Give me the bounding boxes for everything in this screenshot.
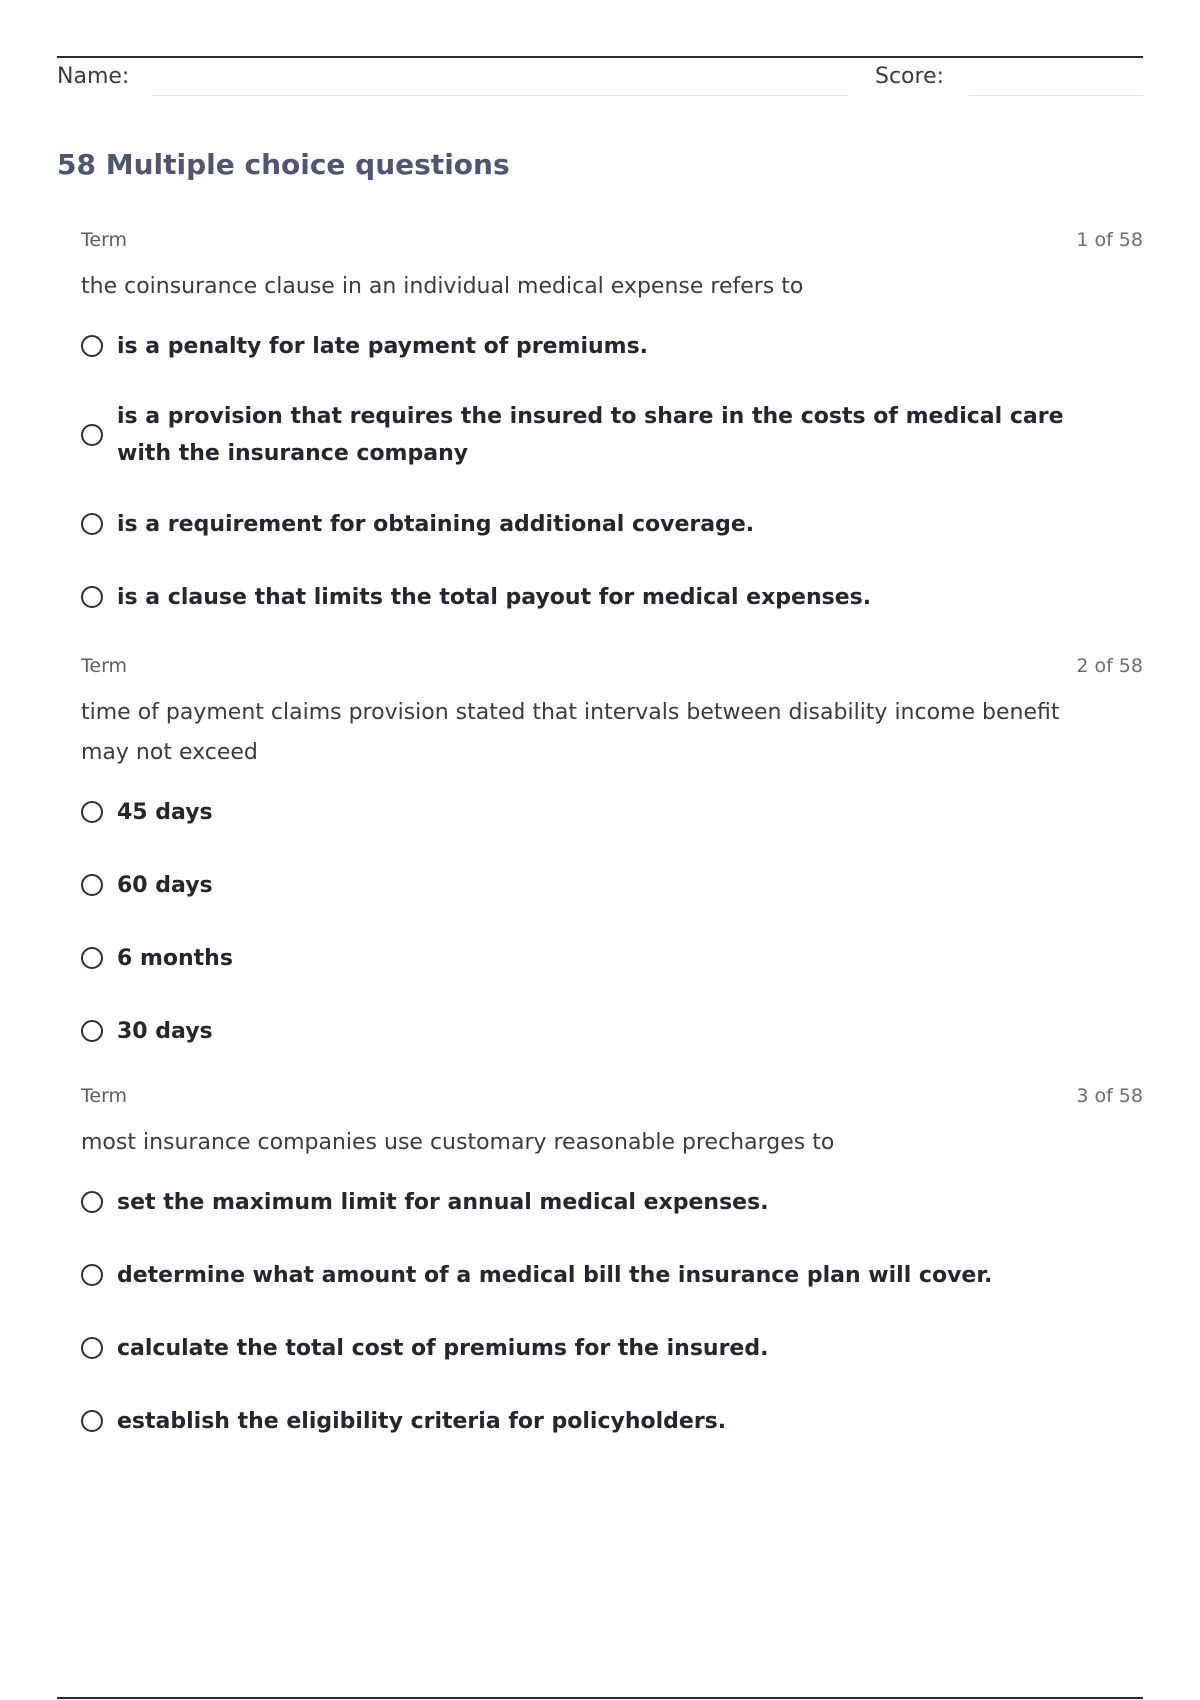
options-list <box>81 325 1143 618</box>
option-2a[interactable] <box>81 791 1143 833</box>
question-counter: 3 of 58 <box>1076 1085 1143 1107</box>
option-label: determine what amount of a medical bill the insurance plan will cover. <box>117 1262 993 1288</box>
option-label: 45 days <box>117 799 213 825</box>
option-2c[interactable] <box>81 937 1143 979</box>
question-counter: 2 of 58 <box>1076 655 1143 677</box>
term-label: Term <box>81 655 128 677</box>
question-counter: 1 of 58 <box>1076 229 1143 251</box>
radio-icon[interactable] <box>81 1410 103 1432</box>
options-list <box>81 791 1143 1052</box>
question-3 <box>81 1085 1143 1442</box>
option-label: 6 months <box>117 945 233 971</box>
option-1c[interactable] <box>81 503 1143 545</box>
option-3b[interactable] <box>81 1254 1143 1296</box>
question-prompt: time of payment claims provision stated that intervals between disability income benefit may not exceed <box>81 700 1060 765</box>
option-3d[interactable] <box>81 1400 1143 1442</box>
score-label: Score: <box>875 64 945 89</box>
option-label: is a penalty for late payment of premiums. <box>117 333 649 359</box>
option-label: calculate the total cost of premiums for the insured. <box>117 1335 769 1361</box>
question-2 <box>81 655 1143 1052</box>
option-2d[interactable] <box>81 1010 1143 1052</box>
name-score-row <box>57 62 1143 96</box>
radio-icon[interactable] <box>81 801 103 823</box>
option-label: 30 days <box>117 1018 213 1044</box>
option-3c[interactable] <box>81 1327 1143 1369</box>
option-label: set the maximum limit for annual medical expenses. <box>117 1189 769 1215</box>
option-label: establish the eligibility criteria for policyholders. <box>117 1408 727 1434</box>
option-label: is a clause that limits the total payout for medical expenses. <box>117 584 872 610</box>
radio-icon[interactable] <box>81 1337 103 1359</box>
option-1d[interactable] <box>81 576 1143 618</box>
top-rule <box>57 56 1143 58</box>
name-label: Name: <box>57 64 130 89</box>
option-label: is a requirement for obtaining additional coverage. <box>117 511 755 537</box>
option-1a[interactable] <box>81 325 1143 367</box>
bottom-rule <box>57 1697 1143 1699</box>
question-header <box>81 1085 1143 1113</box>
radio-icon[interactable] <box>81 1020 103 1042</box>
option-3a[interactable] <box>81 1181 1143 1223</box>
question-prompt: the coinsurance clause in an individual medical expense refers to <box>81 274 804 299</box>
radio-icon[interactable] <box>81 424 103 446</box>
radio-icon[interactable] <box>81 335 103 357</box>
option-2b[interactable] <box>81 864 1143 906</box>
name-field[interactable] <box>152 95 849 96</box>
radio-icon[interactable] <box>81 513 103 535</box>
option-1b[interactable] <box>81 398 1143 472</box>
options-list <box>81 1181 1143 1442</box>
radio-icon[interactable] <box>81 1191 103 1213</box>
radio-icon[interactable] <box>81 1264 103 1286</box>
radio-icon[interactable] <box>81 586 103 608</box>
question-1 <box>81 229 1143 618</box>
question-header <box>81 229 1143 257</box>
option-label: 60 days <box>117 872 213 898</box>
radio-icon[interactable] <box>81 874 103 896</box>
term-label: Term <box>81 229 128 251</box>
score-field[interactable] <box>969 95 1143 96</box>
option-label: is a provision that requires the insured to share in the costs of medical care with the insurance company <box>117 404 1064 466</box>
question-prompt: most insurance companies use customary reasonable precharges to <box>81 1130 835 1155</box>
term-label: Term <box>81 1085 128 1107</box>
radio-icon[interactable] <box>81 947 103 969</box>
section-title: 58 Multiple choice questions <box>57 148 510 181</box>
question-header <box>81 655 1143 683</box>
